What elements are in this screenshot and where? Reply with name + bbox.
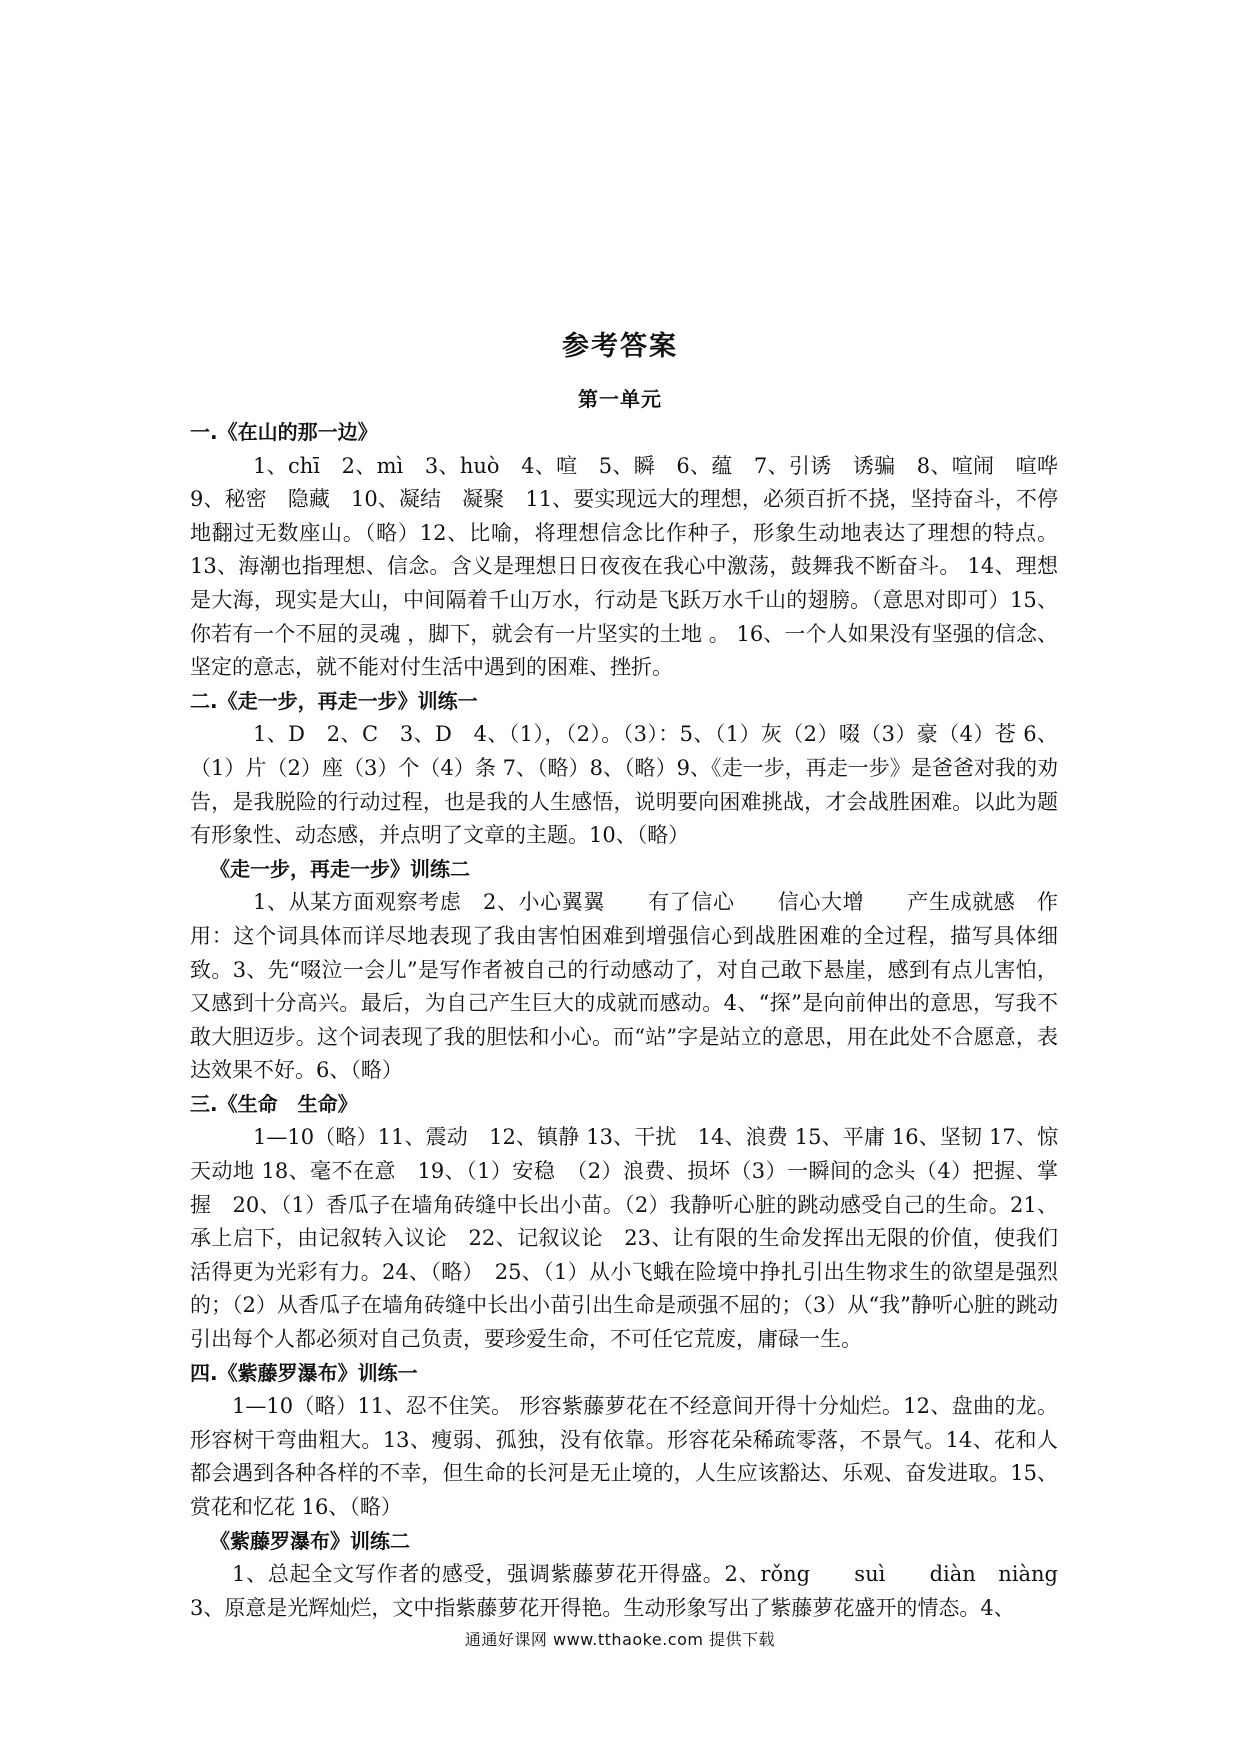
- section-heading: 一.《在山的那一边》: [190, 420, 378, 444]
- section-paragraph: 1—10（略）11、忍不住笑。 形容紫藤萝花在不经意间开得十分灿烂。12、盘曲的龙。形容树干弯曲粗大。13、瘦弱、孤独，没有依靠。形容花朵稀疏零落，不景气。14、花和人都会遇到各种各样的不幸，但生命的长河是无止境的，人生应该豁达、乐观、奋发进取。15、赏花和忆花 16、（略）: [190, 1394, 1058, 1519]
- section-6: [190, 1525, 1058, 1626]
- section-paragraph: 1、chī 2、mì 3、huò 4、喧 5、瞬 6、蕴 7、引诱 诱骗 8、喧闹 喧哗 9、秘密 隐藏 10、凝结 凝聚 11、要实现远大的理想，必须百折不挠，坚持奋斗，不停地翻过无数座山。（略）12、比喻，将理想信念比作种子，形象生动地表达了理想的特点。 13、海潮也指理想、信念。含义是理想日日夜夜在我心中激荡，鼓舞我不断奋斗。 14、理想是大海，现实是大山，中间隔着千山万水，行动是飞跃万水千山的翅膀。（意思对即可）15、你若有一个不屈的灵魂 ，脚下，就会有一片坚实的土地 。 16、一个人如果没有坚强的信念、坚定的意志，就不能对付生活中遇到的困难、挫折。: [190, 453, 1079, 680]
- section-heading: 四.《紫藤罗瀑布》训练一: [190, 1360, 418, 1385]
- section-paragraph: 1、总起全文写作者的感受，强调紫藤萝花开得盛。2、rǒng suì diàn niàng 3、原意是光辉灿烂，文中指紫藤萝花开得艳。生动形象写出了紫藤萝花盛开的情态。4、: [190, 1562, 1058, 1620]
- section-paragraph: 1、从某方面观察考虑 2、小心翼翼 有了信心 信心大增 产生成就感 作用：这个词具体而详尽地表现了我由害怕困难到增强信心到战胜困难的全过程，描写具体细致。3、先“啜泣一会儿”是写作者被自己的行动感动了，对自己敢下悬崖，感到有点儿害怕，又感到十分高兴。最后，为自己产生巨大的成就而感动。4、“探”是向前伸出的意思，写我不敢大胆迈步。这个词表现了我的胆怯和小心。而“站”字是站立的意思，用在此处不合愿意，表达效果不好。6、（略）: [190, 890, 1058, 1083]
- section-4: [190, 1088, 1058, 1357]
- section-heading: 《走一步，再走一步》训练二: [210, 856, 470, 881]
- unit-title: 第一单元: [578, 387, 662, 411]
- section-paragraph: 1—10（略）11、震动 12、镇静 13、干扰 14、浪费 15、平庸 16、坚韧 17、惊天动地 18、毫不在意 19、（1）安稳 （2）浪费、损坏（3）一瞬间的念头（4）把握、掌握 20、（1）香瓜子在墙角砖缝中长出小苗。（2）我静听心脏的跳动感受自己的生命。21、承上启下，由记叙转入议论 22、记叙议论 23、让有限的生命发挥出无限的价值，使我们活得更为光彩有力。24、（略） 25、（1）从小飞蛾在险境中挣扎引出生物求生的欲望是强烈的；（2）从香瓜子在墙角砖缝中长出小苗引出生命是顽强不屈的；（3）从“我”静听心脏的跳动引出每个人都必须对自己负责，要珍爱生命，不可任它荒废，庸碌一生。: [190, 1125, 1058, 1352]
- download-footer: 通通好课网 www.tthaoke.com 提供下载: [464, 1630, 776, 1649]
- section-heading: 《紫藤罗瀑布》训练二: [210, 1528, 410, 1553]
- answer-content: [190, 416, 1079, 1625]
- section-2: [190, 685, 1058, 853]
- section-heading: 二.《走一步，再走一步》训练一: [190, 688, 478, 713]
- section-1: [190, 416, 1079, 685]
- section-paragraph: 1、D 2、C 3、D 4、（1），（2）。（3）：5、（1）灰（2）啜（3）豪（4）苍 6、（1）片（2）座（3）个（4）条 7、（略）8、（略）9、《走一步，再走一步》是爸爸对我的劝告，是我脱险的行动过程，也是我的人生感悟，说明要向困难挑战，才会战胜困难。以此为题有形象性、动态感，并点明了文章的主题。10、（略）: [190, 722, 1058, 848]
- section-3: [190, 853, 1058, 1088]
- section-heading: 三.《生命 生命》: [190, 1091, 358, 1116]
- page-title: 参考答案: [562, 331, 678, 362]
- section-5: [190, 1357, 1058, 1525]
